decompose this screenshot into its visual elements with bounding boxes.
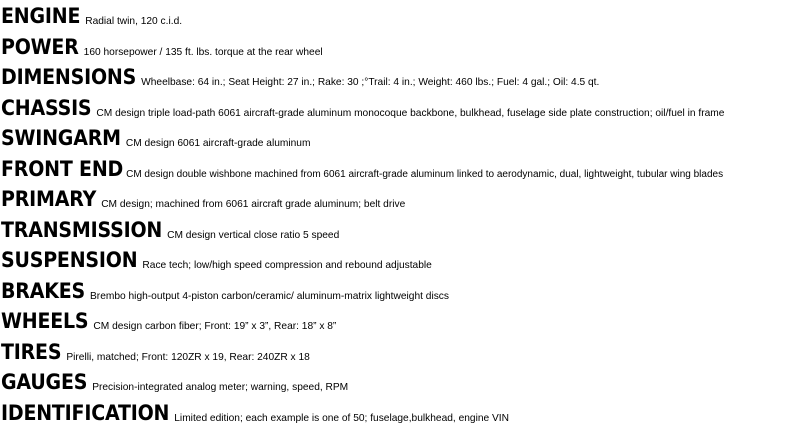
spec-value-front-end: CM design double wishbone machined from 6061 aircraft-grade aluminum linked to aerodynamic, dual, lightweight, tubular wing blades — [126, 168, 724, 180]
spec-value-identification: Limited edition; each example is one of 50; fuselage,bulkhead, engine VIN — [174, 412, 509, 424]
spec-row-primary — [1, 186, 799, 217]
spec-label-engine: ENGINE — [1, 3, 81, 29]
spec-value-swingarm: CM design 6061 aircraft-grade aluminum — [125, 138, 311, 149]
spec-row-wheels — [1, 308, 799, 339]
spec-row-engine — [1, 3, 799, 34]
spec-label-tires: TIRES — [1, 339, 62, 365]
spec-value-primary: CM design; machined from 6061 aircraft grade aluminum; belt drive — [101, 199, 406, 210]
spec-row-identification — [1, 400, 799, 431]
spec-value-transmission: CM design vertical close ratio 5 speed — [167, 229, 340, 241]
spec-list — [1, 3, 799, 430]
spec-value-engine: Radial twin, 120 c.i.d. — [85, 16, 183, 27]
spec-row-power — [1, 34, 799, 65]
spec-label-front-end: FRONT END — [1, 156, 124, 182]
spec-label-transmission: TRANSMISSION — [1, 217, 163, 243]
spec-row-dimensions — [1, 64, 799, 95]
spec-row-front-end — [1, 156, 799, 187]
spec-row-tires — [1, 339, 799, 370]
spec-value-wheels: CM design carbon fiber; Front: 19” x 3”, Rear: 18” x 8” — [93, 321, 337, 332]
spec-label-gauges: GAUGES — [1, 369, 88, 395]
spec-value-power: 160 horsepower / 135 ft. lbs. torque at the rear wheel — [83, 46, 323, 58]
spec-value-gauges: Precision-integrated analog meter; warning, speed, RPM — [92, 382, 349, 393]
spec-label-swingarm: SWINGARM — [1, 125, 121, 151]
spec-row-chassis — [1, 95, 799, 126]
spec-label-wheels: WHEELS — [1, 308, 89, 334]
spec-label-primary: PRIMARY — [1, 186, 97, 212]
spec-value-suspension: Race tech; low/high speed compression and rebound adjustable — [142, 260, 432, 271]
spec-row-suspension — [1, 247, 799, 278]
spec-label-power: POWER — [1, 34, 79, 60]
spec-label-brakes: BRAKES — [1, 278, 86, 304]
spec-row-brakes — [1, 278, 799, 309]
spec-value-brakes: Brembo high-output 4-piston carbon/ceramic/ aluminum-matrix lightweight discs — [90, 290, 449, 302]
spec-value-dimensions: Wheelbase: 64 in.; Seat Height: 27 in.; Rake: 30 ;°Trail: 4 in.; Weight: 460 lbs.; Fuel: 4 gal.; Oil: 4.5 qt. — [141, 77, 600, 88]
spec-label-identification: IDENTIFICATION — [1, 400, 170, 426]
spec-label-chassis: CHASSIS — [1, 95, 92, 121]
spec-label-dimensions: DIMENSIONS — [1, 64, 137, 90]
spec-label-suspension: SUSPENSION — [1, 247, 138, 273]
spec-value-tires: Pirelli, matched; Front: 120ZR x 19, Rear: 240ZR x 18 — [66, 351, 310, 363]
spec-row-swingarm — [1, 125, 799, 156]
spec-row-transmission — [1, 217, 799, 248]
spec-value-chassis: CM design triple load-path 6061 aircraft-grade aluminum monocoque backbone, bulkhead, fuselage side plate construction; oil/fuel in frame — [96, 107, 725, 119]
spec-row-gauges — [1, 369, 799, 400]
